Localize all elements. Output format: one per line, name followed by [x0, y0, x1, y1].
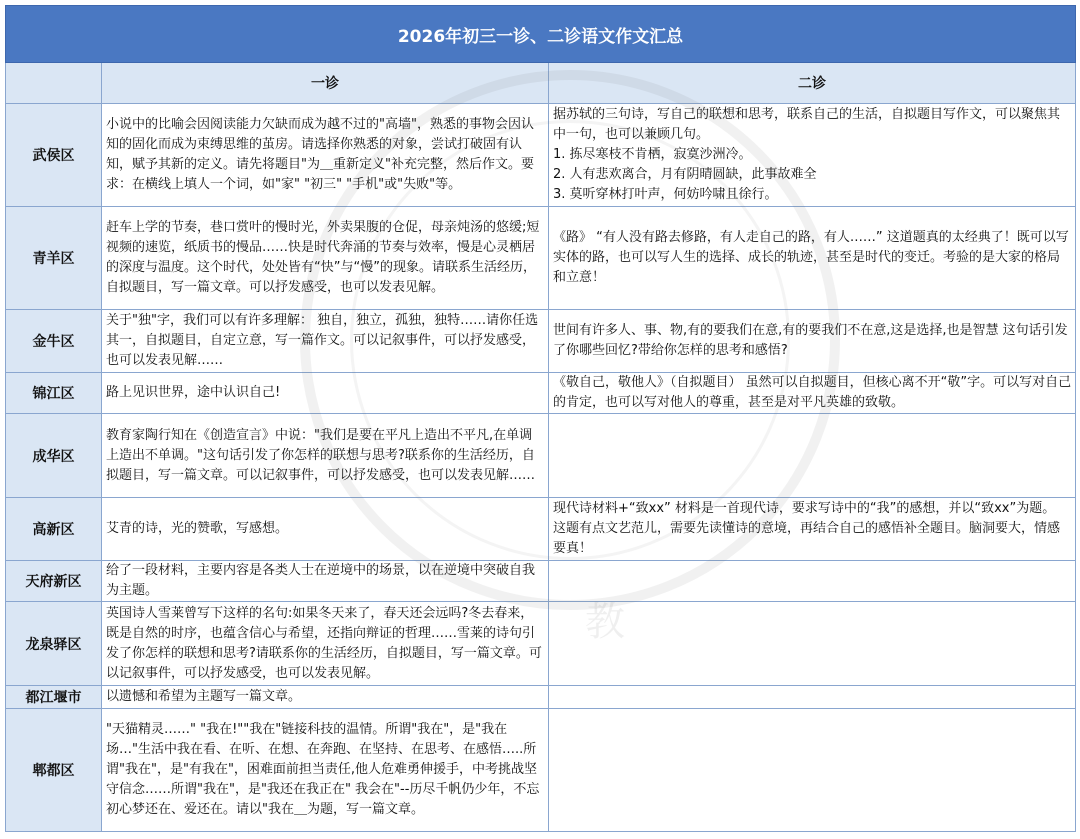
first-exam-prompt: 英国诗人雪莱曾写下这样的名句:如果冬天来了，春天还会远吗?冬去春来，既是自然的时序，也蕴含信心与希望，还指向辩证的哲理……雪莱的诗句引发了你怎样的联想和思考?请联系你的生活经历，自拟题目，写一篇文章。可以记叙事件，可以抒发感受，也可以发表见解。 — [102, 602, 549, 686]
second-exam-prompt — [549, 709, 1076, 832]
header-first-exam: 一诊 — [102, 63, 549, 104]
table-row — [6, 373, 1076, 414]
district-name: 武侯区 — [6, 104, 102, 207]
second-exam-prompt: 据苏轼的三句诗，写自己的联想和思考，联系自己的生活，自拟题目写作文，可以聚焦其中一句，也可以兼顾几句。 1. 拣尽寒枝不肯栖，寂寞沙洲冷。 2. 人有悲欢离合，月有阴晴圆缺，此事故难全 3. 莫听穿林打叶声，何妨吟啸且徐行。 — [549, 104, 1076, 207]
second-exam-prompt: 世间有许多人、事、物,有的要我们在意,有的要我们不在意,这是选择,也是智慧 这句话引发了你哪些回忆?带给你怎样的思考和感悟? — [549, 310, 1076, 373]
first-exam-prompt: 赶车上学的节奏，巷口赏叶的慢时光，外卖果腹的仓促，母亲炖汤的悠缓;短视频的速览，纸质书的慢品……快是时代奔涌的节奏与效率，慢是心灵栖居的深度与温度。这个时代，处处皆有“快”与“慢”的现象。请联系生活经历，自拟题目，写一篇文章。可以抒发感受，也可以发表见解。 — [102, 207, 549, 310]
table-row — [6, 414, 1076, 498]
second-exam-prompt — [549, 561, 1076, 602]
first-exam-prompt: 关于"独"字，我们可以有许多理解： 独自，独立，孤独，独特……请你任选其一，自拟题目，自定立意，写一篇作文。可以记叙事件，可以抒发感受，也可以发表见解…… — [102, 310, 549, 373]
first-exam-prompt: 艾青的诗，光的赞歌，写感想。 — [102, 498, 549, 561]
district-name: 高新区 — [6, 498, 102, 561]
watermark-character: 教 — [585, 599, 625, 645]
table-row — [6, 561, 1076, 602]
second-exam-prompt — [549, 414, 1076, 498]
district-name: 锦江区 — [6, 373, 102, 414]
table-row — [6, 602, 1076, 686]
table-row — [6, 709, 1076, 832]
district-name: 青羊区 — [6, 207, 102, 310]
second-exam-prompt: 《敬自己，敬他人》（自拟题目） 虽然可以自拟题目，但核心离不开“敬”字。可以写对自己的肯定，也可以写对他人的尊重，甚至是对平凡英雄的致敬。 — [549, 373, 1076, 414]
first-exam-prompt: 以遗憾和希望为主题写一篇文章。 — [102, 686, 549, 709]
district-name: 都江堰市 — [6, 686, 102, 709]
table-row — [6, 310, 1076, 373]
table-row — [6, 104, 1076, 207]
second-exam-prompt — [549, 686, 1076, 709]
district-name: 郫都区 — [6, 709, 102, 832]
essay-summary-table — [5, 5, 1076, 832]
district-name: 成华区 — [6, 414, 102, 498]
district-name: 龙泉驿区 — [6, 602, 102, 686]
second-exam-prompt: 《路》 “有人没有路去修路，有人走自己的路，有人……” 这道题真的太经典了！既可以写实体的路，也可以写人生的选择、成长的轨迹，甚至是时代的变迁。考验的是大家的格局和立意！ — [549, 207, 1076, 310]
header-row — [6, 63, 1076, 104]
header-second-exam: 二诊 — [549, 63, 1076, 104]
first-exam-prompt: 教育家陶行知在《创造宣言》中说："我们是要在平凡上造出不平凡,在单调上造出不单调。"这句话引发了你怎样的联想与思考?联系你的生活经历，自拟题目，写一篇文章。可以记叙事件，可以抒发感受，也可以发表见解…… — [102, 414, 549, 498]
table-row — [6, 207, 1076, 310]
second-exam-prompt — [549, 602, 1076, 686]
table-row — [6, 686, 1076, 709]
table-row — [6, 498, 1076, 561]
first-exam-prompt: "天猫精灵……" "我在!""我在"链接科技的温情。所谓"我在"，是"我在场…"生活中我在看、在听、在想、在奔跑、在坚持、在思考、在感悟…..所谓"我在"，是"有我在"，困难面前担当责任,他人危难勇伸援手，中考挑战坚守信念……所谓"我在"，是"我还在我正在" 我会在"--历尽千帆仍少年，不忘初心梦还在、爱还在。请以"我在＿为题，写一篇文章。 — [102, 709, 549, 832]
first-exam-prompt: 路上见识世界，途中认识自己! — [102, 373, 549, 414]
header-district-cell — [6, 63, 102, 104]
table-title: 2026年初三一诊、二诊语文作文汇总 — [6, 6, 1076, 63]
first-exam-prompt: 给了一段材料，主要内容是各类人士在逆境中的场景，以在逆境中突破自我为主题。 — [102, 561, 549, 602]
district-name: 金牛区 — [6, 310, 102, 373]
district-name: 天府新区 — [6, 561, 102, 602]
first-exam-prompt: 小说中的比喻会因阅读能力欠缺而成为越不过的"高墙"，熟悉的事物会因认知的固化而成为束缚思维的茧房。请选择你熟悉的对象，尝试打破固有认知，赋予其新的定义。请先将题目"为＿重新定义"补充完整，然后作文。要求：在横线上填人一个词，如"家" "初三" "手机"或"失败"等。 — [102, 104, 549, 207]
table-title-row — [6, 6, 1076, 63]
second-exam-prompt: 现代诗材料+“致xx” 材料是一首现代诗，要求写诗中的“我”的感想，并以“致xx”为题。 这题有点文艺范儿，需要先读懂诗的意境，再结合自己的感悟补全题目。脑洞要大，情感要真！ — [549, 498, 1076, 561]
